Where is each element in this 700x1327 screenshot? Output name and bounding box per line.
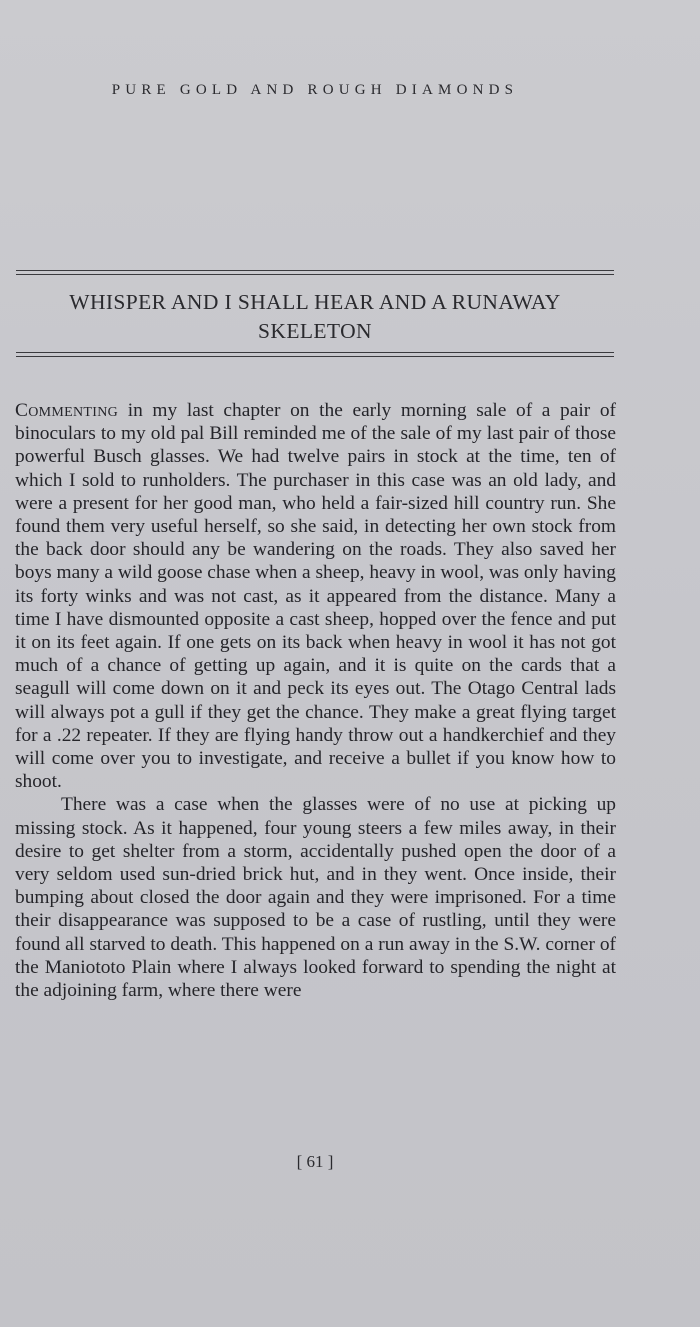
chapter-title-line-2: SKELETON — [258, 319, 372, 343]
paragraph-lead: Commenting — [15, 400, 119, 421]
paragraph-text: There was a case when the glasses were of no use at picking up missing stock. As it happened, four young steers a few miles away, in their desire to get shelter from a storm, accidentally pushed open the door of a very seldom used sun-dried brick hut, and in they went. Once inside, their bumping about closed the door again and they were imprisoned. For a time their disappearance was supposed to be a case of rustling, until they were found all starved to death. This happened on a run away in the S.W. corner of the Maniototo Plain where I always looked forward to spending the night at the adjoining farm, where there were — [15, 794, 616, 1002]
chapter-title-line-1: WHISPER AND I SHALL HEAR AND A RUNAWAY — [69, 290, 561, 314]
paragraph-text: in my last chapter on the early morning sale of a pair of binoculars to my old pal Bill reminded me of the sale of my last pair of those powerful Busch glasses. We had twelve pairs in stock at the time, ten of which I sold to runholders. The purchaser in this case was an old lady, and were a present for her good man, who held a fair-sized hill country run. She found them very useful herself, so she said, in detecting her own stock from the back door should any be wandering on the roads. They also saved her boys many a wild goose chase when a sheep, heavy in wool, was only having its forty winks and was not cast, as it appeared from the distance. Many a time I have dismounted opposite a cast sheep, hopped over the fence and put it on its feet again. If one gets on its back when heavy in wool it has not got much of a chance of getting up again, and it is quite on the cards that a seagull will come down on it and peck its eyes out. The Otago Central lads will always pot a gull if they get the chance. They make a great flying target for a .22 repeater. If they are flying handy throw out a handkerchief and they will come over you to investigate, and receive a bullet if you know how to shoot. — [15, 400, 616, 793]
title-rule-bottom — [16, 352, 614, 357]
body-text — [15, 399, 616, 1002]
chapter-title — [16, 288, 614, 346]
title-rule-top — [16, 270, 614, 275]
page-number: [ 61 ] — [296, 1152, 334, 1171]
paragraph — [15, 399, 616, 793]
paragraph — [15, 793, 616, 1002]
running-head: PURE GOLD AND ROUGH DIAMONDS — [111, 82, 519, 98]
